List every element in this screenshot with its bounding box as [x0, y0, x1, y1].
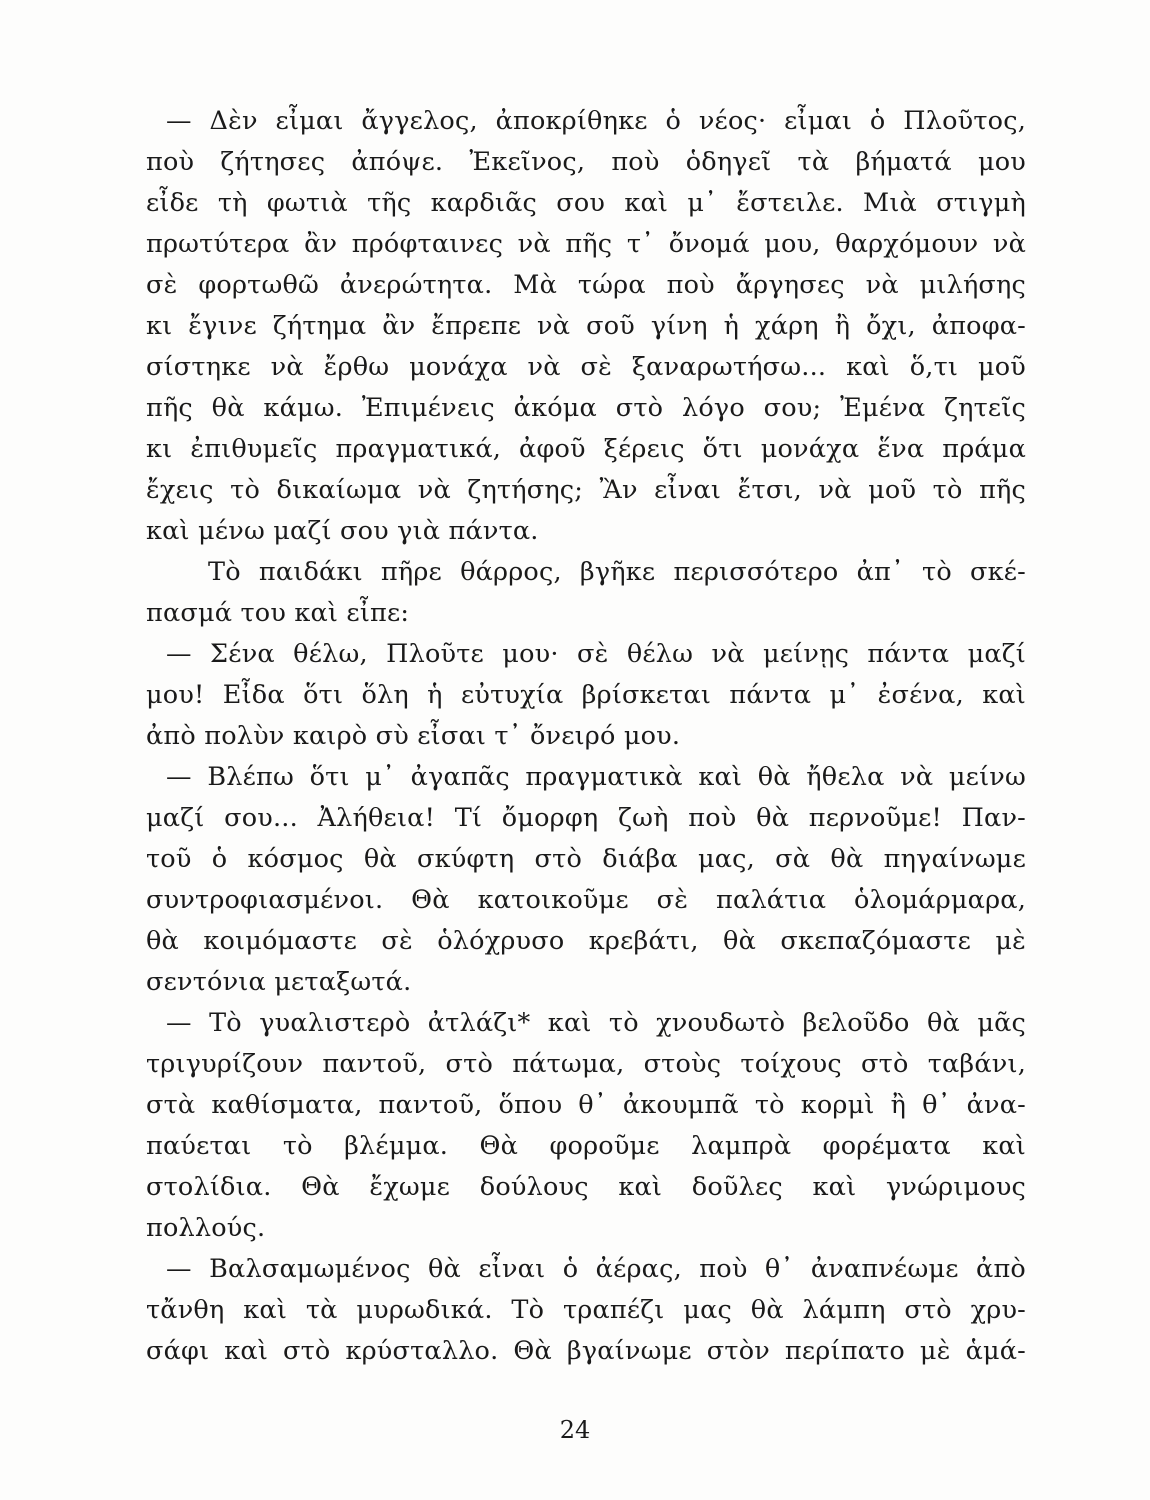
text-line: πασμά του καὶ εἶπε:: [146, 598, 410, 628]
text-line: ἀπὸ πολὺν καιρὸ σὺ εἶσαι τ᾽ ὄνειρό μου.: [146, 721, 681, 751]
text-line: — Βαλσαμωμένος θὰ εἶναι ὁ ἀέρας, ποὺ θ᾽ ἀναπνέωμε ἀπὸ: [166, 1254, 1026, 1284]
text-line: πῆς θὰ κάμω. Ἐπιμένεις ἀκόμα στὸ λόγο σου; Ἐμένα ζητεῖς: [146, 393, 1026, 423]
text-line: τριγυρίζουν παντοῦ, στὸ πάτωμα, στοὺς τοίχους στὸ ταβάνι,: [146, 1049, 1026, 1079]
text-line: πολλούς.: [146, 1213, 266, 1243]
text-line: μαζί σου... Ἀλήθεια! Τί ὄμορφη ζωὴ ποὺ θὰ περνοῦμε! Παν-: [146, 803, 1026, 833]
page-number: 24: [559, 1416, 591, 1444]
text-line: τοῦ ὁ κόσμος θὰ σκύφτη στὸ διάβα μας, σὰ θὰ πηγαίνωμε: [146, 844, 1026, 874]
text-line: καὶ μένω μαζί σου γιὰ πάντα.: [146, 516, 539, 546]
text-line: πρωτύτερα ἂν πρόφταινες νὰ πῆς τ᾽ ὄνομά μου, θαρχόμουν νὰ: [146, 229, 1026, 259]
text-line: ποὺ ζήτησες ἀπόψε. Ἐκεῖνος, ποὺ ὁδηγεῖ τὰ βήματά μου: [146, 147, 1026, 177]
text-line: συντροφιασμένοι. Θὰ κατοικοῦμε σὲ παλάτια ὁλομάρμαρα,: [146, 885, 1026, 915]
text-line: — Σένα θέλω, Πλοῦτε μου· σὲ θέλω νὰ μείνῃς πάντα μαζί: [166, 639, 1026, 669]
text-line: κι ἐπιθυμεῖς πραγματικά, ἀφοῦ ξέρεις ὅτι μονάχα ἕνα πράμα: [146, 434, 1026, 464]
text-line: σάφι καὶ στὸ κρύσταλλο. Θὰ βγαίνωμε στὸν περίπατο μὲ ἁμά-: [146, 1336, 1026, 1366]
text-line: τἄνθη καὶ τὰ μυρωδικά. Τὸ τραπέζι μας θὰ λάμπη στὸ χρυ-: [146, 1295, 1026, 1325]
text-line: μου! Εἶδα ὅτι ὅλη ἡ εὐτυχία βρίσκεται πάντα μ᾽ ἐσένα, καὶ: [146, 680, 1026, 710]
text-line: εἶδε τὴ φωτιὰ τῆς καρδιᾶς σου καὶ μ᾽ ἔστειλε. Μιὰ στιγμὴ: [146, 188, 1026, 218]
text-line: — Δὲν εἶμαι ἄγγελος, ἀποκρίθηκε ὁ νέος· εἶμαι ὁ Πλοῦτος,: [166, 106, 1026, 136]
text-line: — Τὸ γυαλιστερὸ ἀτλάζι* καὶ τὸ χνουδωτὸ βελοῦδο θὰ μᾶς: [166, 1008, 1026, 1038]
text-line: ἔχεις τὸ δικαίωμα νὰ ζητήσης; Ἂν εἶναι ἔτσι, νὰ μοῦ τὸ πῆς: [146, 475, 1026, 505]
text-line: στολίδια. Θὰ ἔχωμε δούλους καὶ δοῦλες καὶ γνώριμους: [146, 1172, 1026, 1202]
text-line: σὲ φορτωθῶ ἀνερώτητα. Μὰ τώρα ποὺ ἄργησες νὰ μιλήσης: [146, 270, 1026, 300]
text-line: σίστηκε νὰ ἔρθω μονάχα νὰ σὲ ξαναρωτήσω... καὶ ὅ,τι μοῦ: [146, 352, 1026, 382]
text-line: — Βλέπω ὅτι μ᾽ ἀγαπᾶς πραγματικὰ καὶ θὰ ἤθελα νὰ μείνω: [166, 762, 1026, 792]
text-line: θὰ κοιμόμαστε σὲ ὁλόχρυσο κρεβάτι, θὰ σκεπαζόμαστε μὲ: [146, 926, 1026, 956]
text-line: παύεται τὸ βλέμμα. Θὰ φοροῦμε λαμπρὰ φορέματα καὶ: [146, 1131, 1026, 1161]
text-line: Τὸ παιδάκι πῆρε θάρρος, βγῆκε περισσότερο ἀπ᾽ τὸ σκέ-: [208, 557, 1026, 587]
text-line: σεντόνια μεταξωτά.: [146, 967, 412, 997]
text-line: κι ἔγινε ζήτημα ἂν ἔπρεπε νὰ σοῦ γίνη ἡ χάρη ἢ ὄχι, ἀποφα-: [146, 311, 1026, 341]
text-line: στὰ καθίσματα, παντοῦ, ὅπου θ᾽ ἀκουμπᾶ τὸ κορμὶ ἢ θ᾽ ἀνα-: [146, 1090, 1026, 1120]
